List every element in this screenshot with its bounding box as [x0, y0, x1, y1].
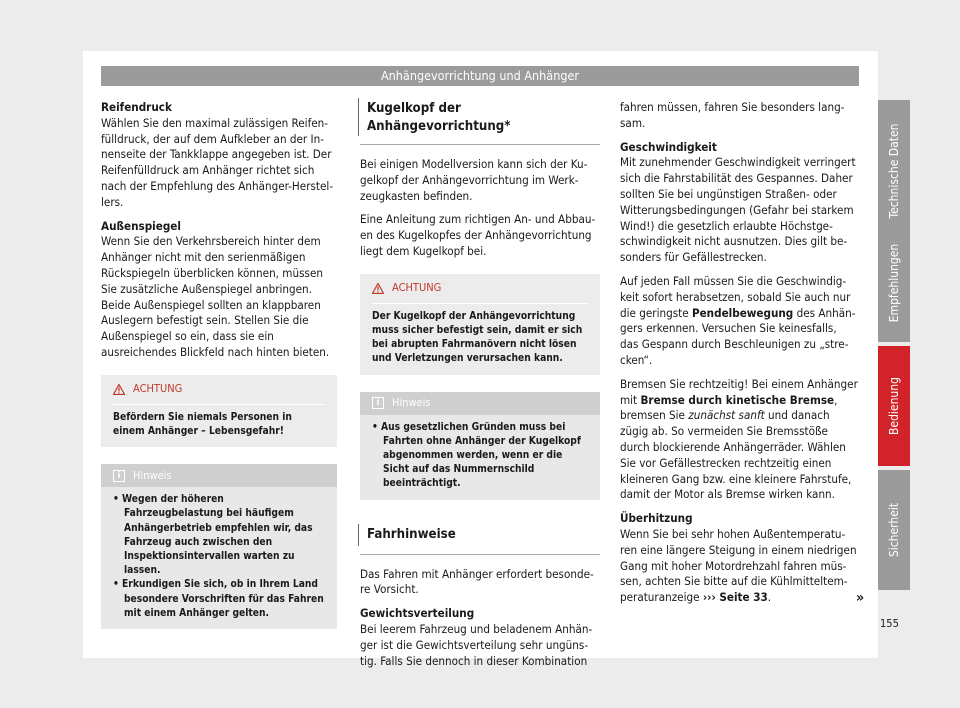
info-bullet: • Erkundigen Sie sich, ob in Ihrem Land besondere Vorschriften für das Fahren mit einem Anhänger gelten.	[113, 579, 324, 619]
heading-gewichtsverteilung: Gewichtsverteilung	[360, 606, 475, 621]
page-link[interactable]: ››› Seite 33	[702, 590, 768, 605]
paragraph: fahren müssen, fahren Sie besonders langsam.	[620, 100, 845, 130]
paragraph: Das Fahren mit Anhänger erfordert besondere Vorsicht.	[360, 566, 594, 597]
warning-text: Der Kugelkopf der Anhängevorrichtung muss sicher befestigt sein, damit er sich bei abrupten Fahrmanövern nicht lösen und Verletzungen verursachen kann.	[372, 310, 583, 365]
info-bullet: • Aus gesetzlichen Gründen muss bei Fahrten ohne Anhänger der Kugelkopf abgenommen werden, wenn er die Sicht auf das Nummernschild beeinträchtigt.	[372, 421, 581, 490]
warning-box	[101, 375, 337, 447]
heading-reifendruck: Reifendruck	[101, 100, 172, 114]
paragraph: Wählen Sie den maximal zulässigen Reifenfülldruck, der auf dem Aufkleber an der Innenseite der Tankklappe angegeben ist. Der Reifenfülldruck am Anhänger richtet sich nach der Empfehlung des Anhänger-Herstellers.	[101, 115, 334, 209]
info-icon: i	[372, 397, 384, 409]
heading-ueberhitzung: Überhitzung	[620, 511, 693, 526]
paragraph: Eine Anleitung zum richtigen An- und Abbauen des Kugelkopfes der Anhängevorrichtung liegt dem Kugelkopf bei.	[360, 212, 596, 258]
warning-triangle-icon	[113, 384, 125, 395]
warning-title: ACHTUNG	[133, 382, 183, 396]
warning-text: Befördern Sie niemals Personen in einem Anhänger – Lebensgefahr!	[113, 411, 292, 437]
paragraph: Mit zunehmender Geschwindigkeit verringert sich die Fahrstabilität des Gespannes. Daher sollten Sie bei ungünstigen Straßen- oder Witterungsbedingungen (Gefahr bei starkem Wind!) die gesetzlich erlaubte Höchstgeschwindigkeit nicht ausnutzen. Dies gilt besonders für Gefällestrecken.	[620, 155, 856, 265]
info-bullet: • Wegen der höheren Fahrzeugbelastung bei häufigem Anhängerbetrieb empfehlen wir, das Fahrzeug auch zwischen den Inspektionsintervallen warten zu lassen.	[113, 494, 313, 577]
page-number: 155	[880, 617, 899, 630]
info-box	[101, 464, 337, 629]
warning-triangle-icon	[372, 283, 384, 294]
tab-technische-daten[interactable]: Technische Daten	[878, 100, 910, 242]
paragraph: Wenn Sie den Verkehrsbereich hinter dem Anhänger nicht mit den serienmäßigen Rückspiegeln überblicken können, müssen Sie zusätzliche Außenspiegel anbringen. Beide Außenspiegel sollten an klappbaren Auslegern befestigt sein. Stellen Sie die Außenspiegel so ein, dass sie ein ausreichendes Blickfeld nach hinten bieten.	[101, 234, 330, 359]
info-icon: i	[113, 470, 125, 482]
section-title-fahrhinweise: Fahrhinweise	[358, 524, 600, 546]
paragraph: Bei leerem Fahrzeug und beladenem Anhänger ist die Gewichtsverteilung sehr ungünstig. Falls Sie dennoch in dieser Kombination	[360, 622, 593, 668]
paragraph: Bremsen Sie rechtzeitig! Bei einem Anhänger mit Bremse durch kinetische Bremse, bremsen Sie zunächst sanft und danach zügig ab. So vermeiden Sie Bremsstöße durch blockierende Anhängerräder. Wählen Sie vor Gefällestrecken rechtzeitig einen kleineren Gang bzw. eine kleinere Fahrstufe, damit der Motor als Bremse wirken kann.	[620, 376, 858, 502]
section-title-kugelkopf: Kugelkopf der Anhängevorrichtung*	[358, 98, 600, 136]
warning-box	[360, 274, 600, 375]
column-1	[101, 100, 337, 629]
continue-arrow-icon: »	[856, 590, 865, 606]
page-header: Anhängevorrichtung und Anhänger	[101, 66, 859, 86]
info-title: Hinweis	[392, 395, 431, 409]
column-2	[360, 98, 600, 677]
warning-title: ACHTUNG	[392, 281, 442, 295]
info-box	[360, 392, 600, 500]
tab-empfehlungen[interactable]: Empfehlungen	[878, 223, 910, 342]
paragraph: Auf jeden Fall müssen Sie die Geschwindigkeit sofort herabsetzen, sobald Sie auch nur die geringste Pendelbewegung des Anhängers erkennen. Versuchen Sie keinesfalls, das Gespann durch Beschleunigen zu „strecken“.	[620, 273, 856, 367]
paragraph: Wenn Sie bei sehr hohen Außentemperaturen eine längere Steigung in einem niedrigen Gang mit hoher Motordrehzahl fahren müssen, achten Sie bitte auf die Kühlmitteltemperaturanzeige ››› Seite 33.	[620, 526, 857, 605]
heading-geschwindigkeit: Geschwindigkeit	[620, 139, 717, 154]
heading-aussenspiegel: Außenspiegel	[101, 218, 181, 233]
column-3	[620, 100, 858, 614]
tab-sicherheit[interactable]: Sicherheit	[878, 470, 910, 590]
info-title: Hinweis	[133, 468, 172, 482]
tab-bedienung[interactable]: Bedienung	[878, 346, 910, 466]
paragraph: Bei einigen Modellversion kann sich der Kugelkopf der Anhängevorrichtung im Werkzeugkasten befinden.	[360, 157, 588, 203]
